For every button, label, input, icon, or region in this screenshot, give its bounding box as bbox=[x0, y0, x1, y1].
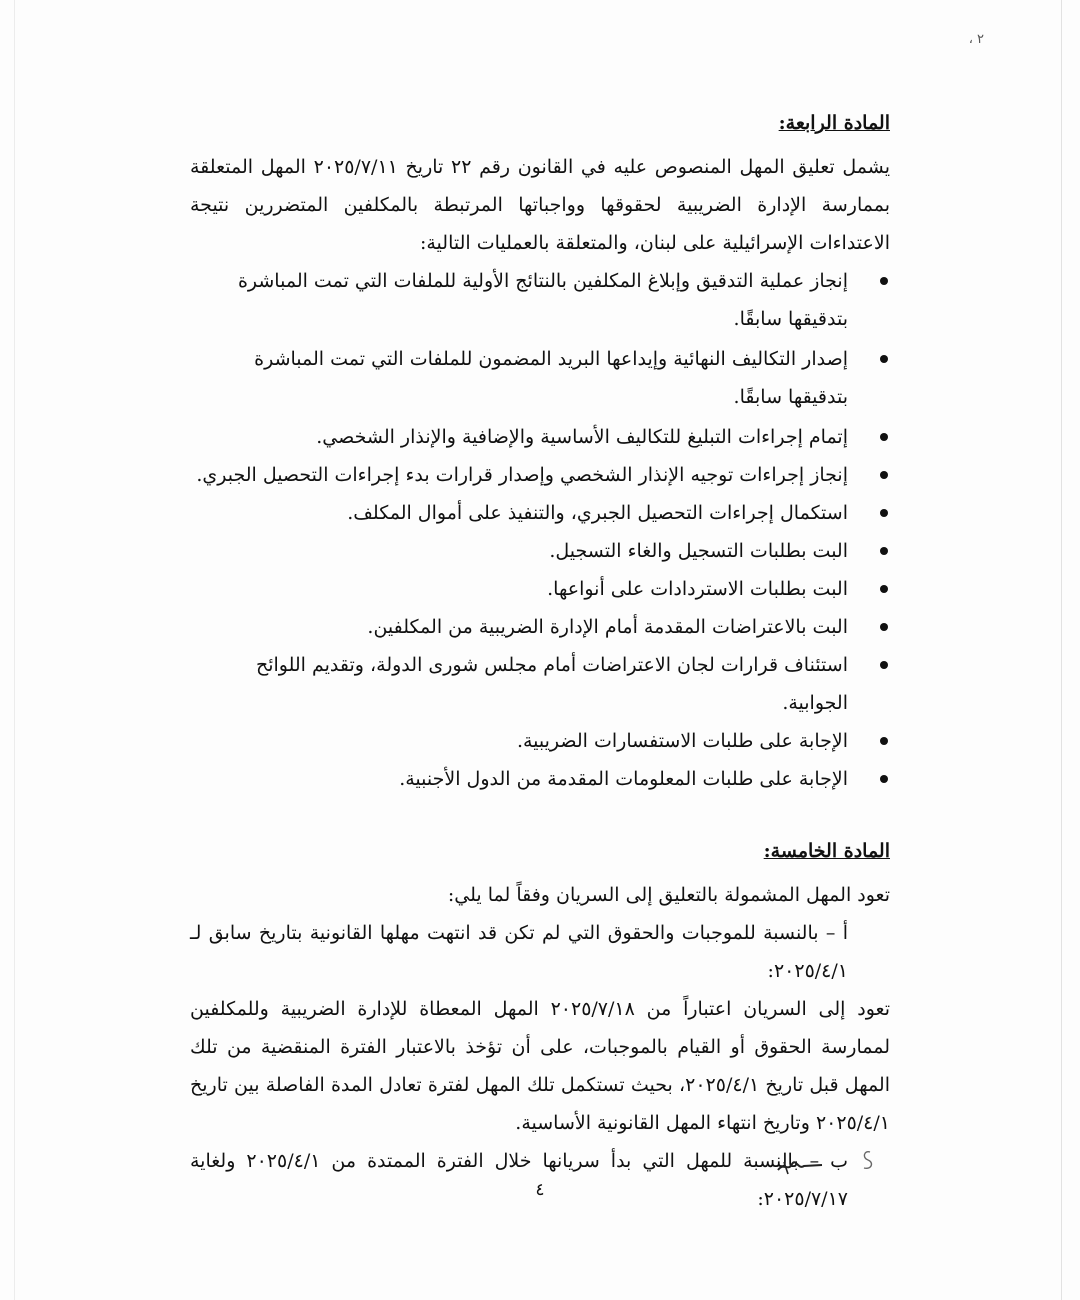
list-item-text: إصدار التكاليف النهائية وإيداعها البريد المضمون للملفات التي تمت المباشرة بتدقيقها سابقًا. bbox=[254, 348, 848, 408]
list-item-text: البت بطلبات الاستردادات على أنواعها. bbox=[547, 578, 848, 600]
page-edge-right bbox=[1061, 0, 1062, 1300]
list-item bbox=[190, 608, 890, 646]
list-item-text: إتمام إجراءات التبليغ للتكاليف الأساسية والإضافية والإنذار الشخصي. bbox=[316, 426, 848, 448]
list-item bbox=[190, 760, 890, 798]
list-item bbox=[190, 722, 890, 760]
list-item-text: إنجاز عملية التدقيق وإبلاغ المكلفين بالنتائج الأولية للملفات التي تمت المباشرة بتدقيقها سابقًا. bbox=[237, 270, 848, 330]
bullet-icon bbox=[880, 623, 888, 631]
bullet-icon bbox=[880, 547, 888, 555]
list-item bbox=[190, 456, 890, 494]
list-item-text: الإجابة على طلبات المعلومات المقدمة من الدول الأجنبية. bbox=[399, 768, 848, 790]
list-item-text: إنجاز إجراءات توجيه الإنذار الشخصي وإصدار قرارات بدء إجراءات التحصيل الجبري. bbox=[196, 464, 848, 486]
article-5-intro: تعود المهل المشمولة بالتعليق إلى السريان وفقاً لما يلي: bbox=[447, 884, 890, 906]
article-5-clause-b: ب – بالنسبة للمهل التي بدأ سريانها خلال الفترة الممتدة من ٢٠٢٥/٤/١ ولغاية ٢٠٢٥/٧/١٧: bbox=[190, 1150, 848, 1210]
list-item bbox=[190, 494, 890, 532]
list-item bbox=[190, 646, 890, 722]
corner-marks: ٢ ، bbox=[968, 32, 984, 47]
bullet-icon bbox=[880, 277, 888, 285]
article-5-clause-a: أ – بالنسبة للموجبات والحقوق التي لم تكن قد انتهت مهلها القانونية بتاريخ سابق لـ ٢٠٢٥/٤/١: bbox=[190, 922, 848, 982]
page-edge-left bbox=[14, 0, 15, 1300]
bullet-icon bbox=[880, 471, 888, 479]
list-item-text: الإجابة على طلبات الاستفسارات الضريبية. bbox=[516, 730, 848, 752]
bullet-icon bbox=[880, 355, 888, 363]
article-4-title: المادة الرابعة: bbox=[778, 112, 890, 134]
bullet-icon bbox=[880, 661, 888, 669]
article-5-title: المادة الخامسة: bbox=[763, 840, 890, 862]
list-item bbox=[190, 340, 890, 416]
list-item-text: البت بالاعتراضات المقدمة أمام الإدارة الضريبية من المكلفين. bbox=[367, 616, 848, 638]
list-item-text: استكمال إجراءات التحصيل الجبري، والتنفيذ على أموال المكلف. bbox=[347, 502, 848, 524]
list-item bbox=[190, 418, 890, 456]
list-item bbox=[190, 570, 890, 608]
article-5-clause-a-body: تعود إلى السريان اعتباراً من ٢٠٢٥/٧/١٨ المهل المعطاة للإدارة الضريبية وللمكلفين لممارسة الحقوق أو القيام بالموجبات، على أن تؤخذ بالاعتبار الفترة المنقضية من تلك المهل قبل تاريخ ٢٠٢٥/٤/١، بحيث تستكمل تلك المهل لفترة تعادل المدة الفاصلة بين تاريخ ٢٠٢٥/٤/١ وتاريخ انتهاء المهل القانونية الأساسية. bbox=[190, 998, 890, 1134]
bullet-icon bbox=[880, 509, 888, 517]
list-item bbox=[190, 262, 890, 338]
list-item bbox=[190, 532, 890, 570]
article-4-list bbox=[190, 262, 890, 798]
bullet-icon bbox=[880, 585, 888, 593]
bullet-icon bbox=[880, 775, 888, 783]
list-item-text: استئناف قرارات لجان الاعتراضات أمام مجلس شورى الدولة، وتقديم اللوائح الجوابية. bbox=[255, 654, 848, 714]
bullet-icon bbox=[880, 737, 888, 745]
article-4-intro: يشمل تعليق المهل المنصوص عليه في القانون رقم ٢٢ تاريخ ٢٠٢٥/٧/١١ المهل المتعلقة بممارسة الإدارة الضريبية لحقوقها وواجباتها المرتبطة بالمكلفين المتضررين نتيجة الاعتداءات الإسرائيلية على لبنان، والمتعلقة بالعمليات التالية: bbox=[190, 156, 890, 254]
list-item-text: البت بطلبات التسجيل والغاء التسجيل. bbox=[549, 540, 848, 562]
article-4 bbox=[190, 108, 890, 798]
page-number: ٤ bbox=[535, 1180, 545, 1200]
signature-initials-icon bbox=[770, 1140, 890, 1180]
bullet-icon bbox=[880, 433, 888, 441]
document-body bbox=[190, 108, 890, 1218]
